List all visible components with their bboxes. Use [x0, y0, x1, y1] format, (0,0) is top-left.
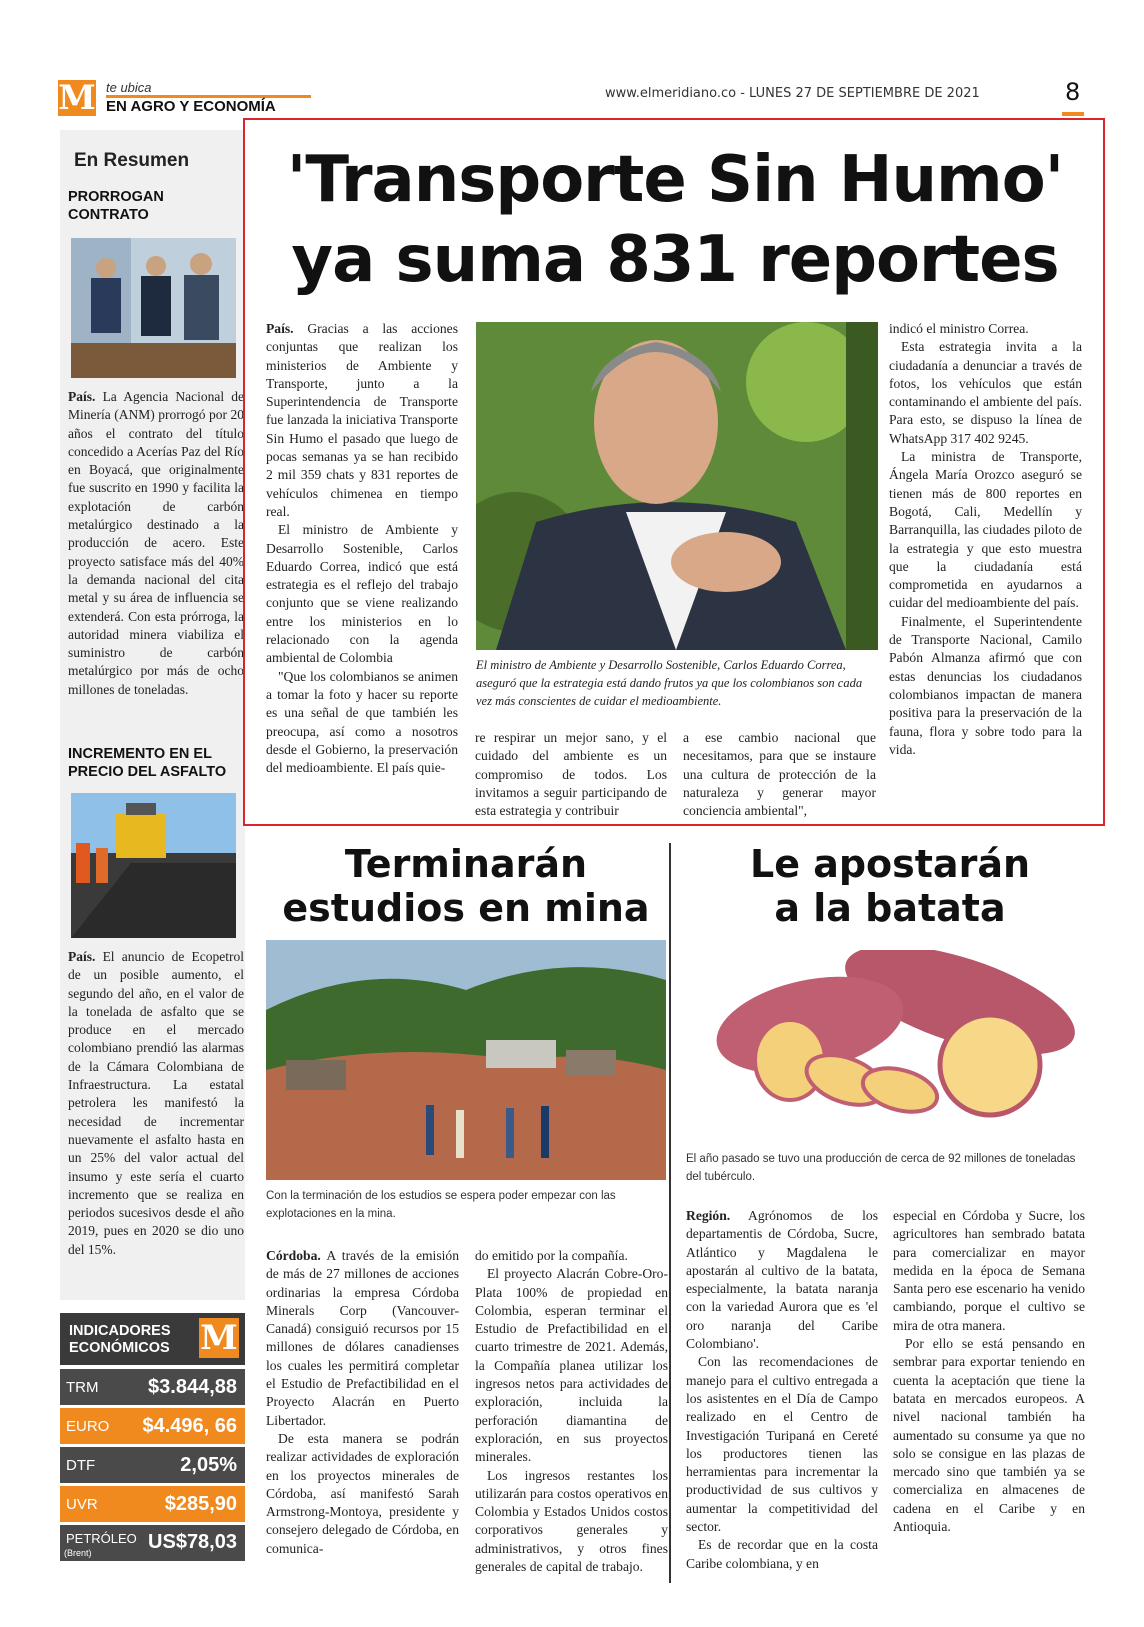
sidebar-photo-asphalt: [71, 793, 236, 938]
indicator-row-petroleo: PETRÓLEO US$78,03: [60, 1525, 245, 1561]
main-column-3: a ese cambio nacional que necesitamos, para que se instaure una cultura de protección de la naturaleza y generar mayor conciencia ambiental",: [683, 730, 876, 819]
sidebar-item1-text: País. La Agencia Nacional de Minería (ANM) prorrogó por 20 años el contrato del título concedido a Acerías Paz del Río en Boyacá, que originalmente fue suscrito en 1990 y facilita la explotación de carbón metalúrgico destinado a la producción de acero. Este proyecto satisface más del 40% la demanda nacional del cita metal y su área de influencia se extenderá. Con esta prórroga, la autoridad minera viabiliza el suministro de carbón metalúrgico por más de ocho millones de toneladas.: [68, 389, 244, 697]
sidebar-item1-headline: PRORROGAN CONTRATO: [68, 189, 164, 223]
batata-photo-caption: El año pasado se tuvo una producción de cerca de 92 millones de toneladas del tubérculo.: [686, 1153, 1076, 1183]
page-number: 8: [1065, 78, 1081, 106]
indicator-petroleo-sub: (Brent): [64, 1548, 92, 1558]
indicator-row-trm: TRM $3.844,88: [60, 1369, 245, 1405]
mine-column-2: do emitido por la compañía. El proyecto Alacrán Cobre-Oro-Plata 100% de propiedad en Colombia, esperan terminar el Estudio de Prefactibilidad en el cuarto trimestre de 2021. Además, la Compañía planea utilizar los ingresos netos para actividades de exploración, incluida la perforación diamantina de exploración, en sus proyectos minerales. Los ingresos restantes los utilizarán para costos operativos en Colombia y Estados Unidos costos corporativos generales y administrativos, y otros fines generales de capital de trabajo.: [475, 1248, 668, 1575]
main-column-1: País. Gracias a las acciones conjuntas que realizan los ministerios de Ambiente y Transporte, junto a la Superintendencia de Transporte fue lanzada la iniciativa Transporte Sin Humo el pasado que luego de pocas semanas ya se han recibido 2 mil 359 chats y 831 reportes de vehículos chimenea en tiempo real. El ministro de Ambiente y Desarrollo Sostenible, Carlos Eduardo Correa, indicó que está estrategia es el reflejo del trabajo conjunto que se viene realizando entre los ministerios en lo relacionado con la agenda ambiental de Colombia "Que los colombianos se animen a tomar la foto y hacer su reporte es una señal de que también les preocupa, así como a nosotros desde el Gobierno, la preservación del medioambiente. El país quie-: [266, 321, 458, 776]
indicator-row-euro: EURO $4.496, 66: [60, 1408, 245, 1444]
section-name: EN AGRO Y ECONOMÍA: [106, 98, 276, 115]
minister-photo: [476, 322, 878, 650]
mine-column-1: Córdoba. A través de la emisión de más de 27 millones de acciones ordinarias la empresa Córdoba Minerals Corp (Vancouver-Canadá) consiguió recursos por 15 millones de dólares canadienses los cuales les permitirá completar el Estudio de Prefactibilidad en el Proyecto Alacrán en Puerto Libertador. De esta manera se podrán realizar actividades de exploración en los proyectos minerales de Córdoba, así manifestó Sarah Armstrong-Montoya, presidente y consejero delegado de Córdoba, en comunica-: [266, 1248, 459, 1556]
indicator-row-dtf: DTF 2,05%: [60, 1447, 245, 1483]
page-number-bar: [1062, 112, 1084, 116]
mine-headline: Terminarán estudios en mina: [282, 842, 650, 930]
mine-photo-caption: Con la terminación de los estudios se espera poder empezar con las explotaciones en la mina.: [266, 1190, 616, 1220]
batata-photo: [700, 950, 1095, 1145]
indicators-logo: M: [200, 1318, 238, 1358]
main-column-4: indicó el ministro Correa. Esta estrategia invita a la ciudadanía a denunciar a través de fotos, los vehículos que están contaminando el ambiente del país. Para esto, se dispuso la línea de WhatsApp 317 402 9245. La ministra de Transporte, Ángela María Orozco aseguró se tienen más de 800 reportes en Bogotá, Cali, Medellín y Barranquilla, las ciudades piloto de la estrategia y que esto muestra que la ciudadanía está comprometida en ayudarnos a cuidar del medioambiente del país. Finalmente, el Superintendente de Transporte Nacional, Camilo Pabón Almanza afirmó que con estas denuncias los ciudadanos colombianos impactan de manera positiva para la preservación de la fauna, flora y sobre todo para la vida.: [889, 321, 1082, 757]
section-kicker: te ubica: [106, 80, 152, 95]
dateline: www.elmeridiano.co - LUNES 27 DE SEPTIEMBRE DE 2021: [605, 86, 980, 101]
batata-column-2: especial en Córdoba y Sucre, los agricultores han sembrado batata para comercializar en mayor medida en la época de Semana Santa pero ese escenario ha venido cambiando, porque el cultivo se mira de otra manera. Por ello se está pensando en sembrar para exportar teniendo en cuenta la aceptación que tiene la batata en mercados europeos. A nivel nacional también ha aumentado su consume ya que no solo se consigue en las plazas de mercado sino que también ya se comercializa en almacenes de cadena en el Caribe y en Antioquia.: [893, 1208, 1085, 1535]
main-column-2: re respirar un mejor sano, y el cuidado del ambiente es un compromiso de todos. Los invitamos a seguir participando de esta estrategia y contribuir: [475, 730, 667, 819]
main-headline: 'Transporte Sin Humo' ya suma 831 reportes: [286, 143, 1064, 297]
batata-column-1: Región. Agrónomos de los departamentis de Córdoba, Sucre, Atlántico y Magdalena le apostarán al cultivo de la batata, especialmente, la batata naranja con la variedad Aurora que es 'el oro naranja del Caribe Colombiano'. Con las recomendaciones de manejo para el cultivo entregada a los asistentes en el Día de Campo realizado en el Centro de Investigación Turipaná en Cereté los productores tienen las herramientas para incrementar la productividad de sus cultivos y aumentar la competitividad del sector. Es de recordar que en la costa Caribe colombiana, y en: [686, 1208, 878, 1571]
sidebar-photo-handshake: [71, 238, 236, 378]
indicators-title: INDICADORES ECONÓMICOS: [60, 1313, 245, 1365]
sidebar-item2-text: País. El anuncio de Ecopetrol de un posible aumento, el segundo del año, en el valor de la tonelada de asfalto que se produce en el mercado colombiano prendió las alarmas de la Cámara Colombiana de Infraestructura. La estatal petrolera les manifestó la necesidad de incrementar nuevamente el asfalto hasta en un 25% del valor actual del insumo y este sería el cuarto incremento que se realiza en periodos sucesivos desde el año 2019, pues en 2020 se dio uno del 15%.: [68, 949, 245, 1257]
minister-photo-caption: El ministro de Ambiente y Desarrollo Sostenible, Carlos Eduardo Correa, aseguró que la estrategia está dando frutos ya que los colombianos son cada vez más conscientes de cuidar el medioambiente.: [476, 658, 863, 708]
sidebar-item2-headline: INCREMENTO EN EL PRECIO DEL ASFALTO: [68, 746, 227, 780]
indicator-row-uvr: UVR $285,90: [60, 1486, 245, 1522]
sidebar-title: En Resumen: [74, 150, 190, 171]
column-divider: [669, 843, 671, 1583]
logo: M: [58, 78, 96, 118]
mine-photo: [266, 940, 666, 1180]
batata-headline: Le apostarán a la batata: [749, 842, 1031, 930]
